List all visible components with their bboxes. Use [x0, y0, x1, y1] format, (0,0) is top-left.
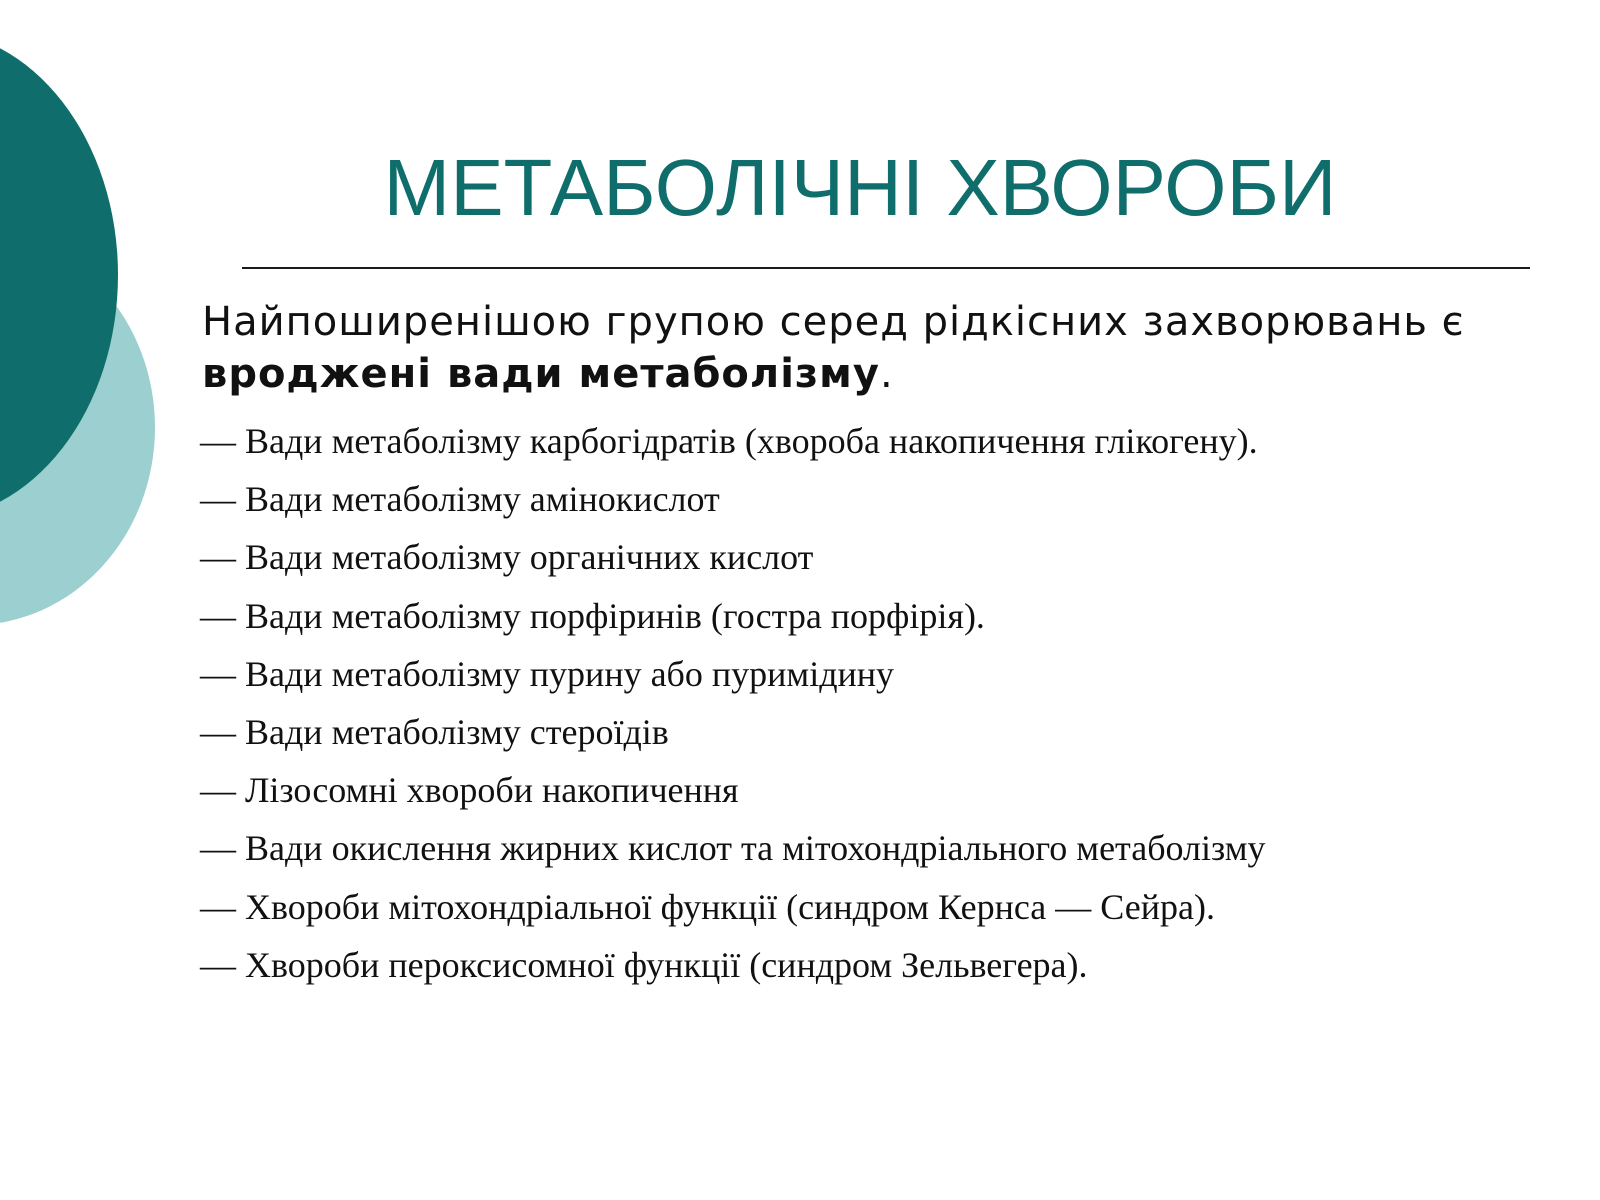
intro-end: .	[879, 351, 894, 397]
list-item: — Вади метаболізму стероїдів	[200, 712, 669, 753]
intro-text: Найпоширенішою групою серед рідкісних захворювань є	[202, 299, 1465, 345]
disease-list	[200, 412, 1560, 994]
intro-paragraph	[202, 296, 1542, 400]
intro-emphasis: вроджені вади метаболізму	[202, 351, 880, 397]
list-item: — Вади метаболізму пурину або пуримідину	[200, 653, 895, 694]
list-item: — Лізосомні хвороби накопичення	[200, 770, 739, 811]
slide-title: МЕТАБОЛІЧНІ ХВОРОБИ	[383, 143, 1337, 232]
list-item: — Хвороби мітохондріальної функції (синдром Кернса — Сейра).	[200, 886, 1215, 927]
title-divider	[242, 267, 1530, 269]
list-item: — Вади метаболізму карбогідратів (хвороба накопичення глікогену).	[200, 421, 1258, 461]
list-item: — Вади окислення жирних кислот та мітохондріального метаболізму	[200, 828, 1266, 869]
list-item: — Вади метаболізму органічних кислот	[200, 537, 814, 578]
list-item: — Хвороби пероксисомної функції (синдром Зельвегера).	[200, 944, 1088, 985]
list-item: — Вади метаболізму порфіринів (гостра порфірія).	[200, 595, 985, 636]
list-item: — Вади метаболізму амінокислот	[200, 479, 720, 520]
